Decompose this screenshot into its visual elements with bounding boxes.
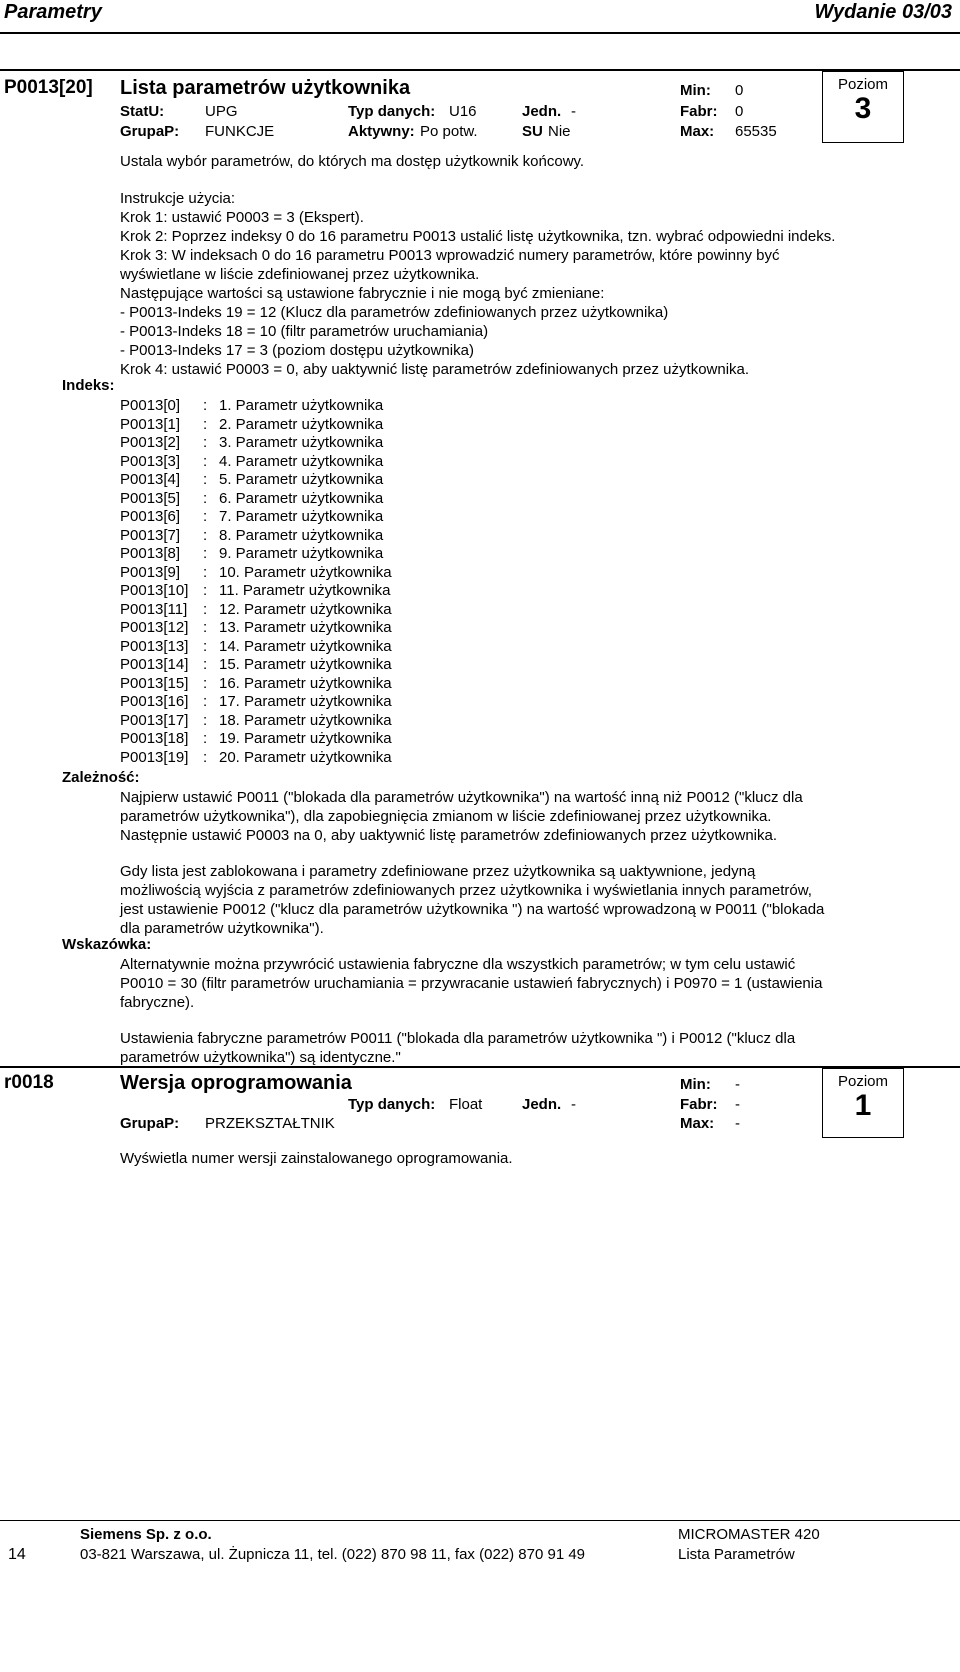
p13-typ-label: Typ danych: <box>348 103 436 120</box>
index-value: 11. Parametr użytkownika <box>219 582 391 599</box>
p13-level-caption: Poziom <box>837 76 889 93</box>
p13-statu-value: UPG <box>205 103 238 120</box>
p13-grupa-value: FUNKCJE <box>205 123 275 140</box>
index-separator: : <box>203 489 208 507</box>
instr-line: Następujące wartości są ustawione fabrycznie i nie mogą być zmieniane: <box>120 285 605 302</box>
r18-description: Wyświetla numer wersji zainstalowanego oprogramowania. <box>120 1150 513 1167</box>
index-separator: : <box>203 471 208 488</box>
instr-line: - P0013-Indeks 19 = 12 (Klucz dla parametrów zdefiniowanych przez użytkownika) <box>120 304 669 321</box>
index-name: P0013[15] <box>120 674 189 692</box>
index-separator: : <box>203 637 208 655</box>
index-name: P0013[3] <box>120 452 181 470</box>
p13-min-value: 0 <box>735 82 744 99</box>
index-separator: : <box>203 434 208 451</box>
index-name: P0013[17] <box>120 711 189 729</box>
footer-page-number: 14 <box>8 1546 26 1563</box>
r18-level-value: 1 <box>854 1089 872 1122</box>
index-value: 1. Parametr użytkownika <box>219 397 384 414</box>
index-name: P0013[13] <box>120 637 189 655</box>
header-left: Parametry <box>4 1 102 23</box>
index-value: 15. Parametr użytkownika <box>219 656 392 673</box>
index-value: 7. Parametr użytkownika <box>219 508 384 525</box>
r18-title: Wersja oprogramowania <box>120 1072 352 1094</box>
index-value: 14. Parametr użytkownika <box>219 637 392 655</box>
r18-min-label: Min: <box>680 1076 711 1093</box>
instr-line: Instrukcje użycia: <box>120 190 236 207</box>
p13-level-box <box>822 71 904 143</box>
index-separator: : <box>203 748 208 766</box>
p13-title: Lista parametrów użytkownika <box>120 77 411 99</box>
text-line: możliwością wyjścia z parametrów zdefiniowanych przez użytkownika i wyświetlania innych parametrów, <box>120 882 812 899</box>
text-line: Następnie ustawić P0003 na 0, aby uaktywnić listę parametrów zdefiniowanych przez użytkownika. <box>120 827 777 844</box>
footer-doc-title: Lista Parametrów <box>678 1546 795 1563</box>
index-value: 19. Parametr użytkownika <box>219 730 392 747</box>
index-separator: : <box>203 656 208 673</box>
p13-typ-value: U16 <box>449 103 477 120</box>
p13-su-label: SU <box>522 123 543 140</box>
instr-line: wyświetlane w liście zdefiniowanej przez użytkownika. <box>120 266 480 283</box>
r18-grupa-label: GrupaP: <box>120 1115 180 1132</box>
text-line: Alternatywnie można przywrócić ustawienia fabryczne dla wszystkich parametrów; w tym celu ustawić <box>120 956 796 973</box>
zaleznosc-paragraph-2 <box>120 862 824 938</box>
p13-description: Ustala wybór parametrów, do których ma dostęp użytkownik końcowy. <box>120 153 585 170</box>
text-line: parametrów użytkownika"), dla zapobiegnięcia zmianom w liście zdefiniowanej przez użytkownika. <box>120 808 772 825</box>
index-value: 6. Parametr użytkownika <box>219 489 384 507</box>
footer-product: MICROMASTER 420 <box>678 1526 820 1543</box>
instr-line: Krok 2: Poprzez indeksy 0 do 16 parametru P0013 ustalić listę użytkownika, tzn. wybrać odpowiedni indeks. <box>120 228 836 245</box>
p13-id: P0013[20] <box>4 77 93 98</box>
p13-max-label: Max: <box>680 123 715 140</box>
text-line: jest ustawienie P0012 ("klucz dla parametrów użytkownika ") na wartość wprowadzoną w P0011 ("blokada <box>120 901 825 918</box>
header-rule <box>0 32 960 34</box>
p13-fabr-label: Fabr: <box>680 103 718 120</box>
index-name: P0013[14] <box>120 656 189 673</box>
indeks-label: Indeks: <box>62 377 115 394</box>
index-name: P0013[5] <box>120 489 181 507</box>
index-value: 12. Parametr użytkownika <box>219 600 392 618</box>
instr-line: - P0013-Indeks 18 = 10 (filtr parametrów uruchamiania) <box>120 323 489 340</box>
instr-line: Krok 4: ustawić P0003 = 0, aby uaktywnić listę parametrów zdefiniowanych przez użytkownika. <box>120 361 750 378</box>
p13-aktywny-value: Po potw. <box>420 123 478 140</box>
index-separator: : <box>203 397 208 414</box>
index-value: 13. Parametr użytkownika <box>219 619 392 636</box>
p13-top-rule <box>0 69 960 71</box>
index-name: P0013[2] <box>120 434 181 451</box>
r18-typ-label: Typ danych: <box>348 1096 436 1113</box>
index-name: P0013[8] <box>120 545 181 562</box>
index-name: P0013[12] <box>120 619 189 636</box>
r18-id: r0018 <box>4 1072 54 1093</box>
r18-fabr-label: Fabr: <box>680 1096 718 1113</box>
header-right: Wydanie 03/03 <box>814 1 952 23</box>
r18-grupa-value: PRZEKSZTAŁTNIK <box>205 1115 335 1132</box>
footer-rule <box>0 1520 960 1521</box>
index-name: P0013[4] <box>120 471 181 488</box>
r18-fabr-value: - <box>735 1096 740 1113</box>
r18-top-rule <box>0 1066 960 1068</box>
index-separator: : <box>203 563 208 581</box>
index-name: P0013[9] <box>120 563 181 581</box>
index-value: 16. Parametr użytkownika <box>219 674 392 692</box>
index-name: P0013[10] <box>120 582 189 599</box>
r18-level-caption: Poziom <box>837 1073 889 1090</box>
p13-grupa-label: GrupaP: <box>120 123 180 140</box>
index-value: 20. Parametr użytkownika <box>219 748 392 766</box>
text-line: Ustawienia fabryczne parametrów P0011 ("blokada dla parametrów użytkownika ") i P0012 ("klucz dla <box>120 1030 796 1047</box>
p13-jedn-value: - <box>571 103 576 120</box>
p13-su-value: Nie <box>548 123 571 140</box>
r18-typ-value: Float <box>449 1096 483 1113</box>
index-value: 10. Parametr użytkownika <box>219 563 392 581</box>
index-separator: : <box>203 545 208 562</box>
r18-jedn-label: Jedn. <box>522 1096 562 1113</box>
footer-address: 03-821 Warszawa, ul. Żupnicza 11, tel. (022) 870 98 11, fax (022) 870 91 49 <box>80 1546 586 1563</box>
text-line: parametrów użytkownika") są identyczne." <box>120 1049 401 1066</box>
index-separator: : <box>203 674 208 692</box>
index-value: 8. Parametr użytkownika <box>219 526 384 544</box>
text-line: Gdy lista jest zablokowana i parametry zdefiniowane przez użytkownika są uaktywnione, jedyną <box>120 863 756 880</box>
instr-line: - P0013-Indeks 17 = 3 (poziom dostępu użytkownika) <box>120 342 474 359</box>
index-separator: : <box>203 711 208 729</box>
text-line: Najpierw ustawić P0011 ("blokada dla parametrów użytkownika") na wartość inną niż P0012 ("klucz dla <box>120 789 803 806</box>
instr-line: Krok 1: ustawić P0003 = 3 (Ekspert). <box>120 209 364 226</box>
index-name: P0013[19] <box>120 748 189 766</box>
p13-statu-label: StatU: <box>120 103 165 120</box>
p13-level-value: 3 <box>854 92 872 125</box>
r18-jedn-value: - <box>571 1096 576 1113</box>
p13-max-value: 65535 <box>735 123 777 140</box>
p13-fabr-value: 0 <box>735 103 744 120</box>
index-name: P0013[6] <box>120 508 181 525</box>
index-name: P0013[0] <box>120 397 181 414</box>
index-separator: : <box>203 619 208 636</box>
wskazowka-label: Wskazówka: <box>62 936 152 953</box>
index-separator: : <box>203 415 208 433</box>
p13-aktywny-label: Aktywny: <box>348 123 415 140</box>
r18-level-box <box>822 1068 904 1138</box>
p13-jedn-label: Jedn. <box>522 103 562 120</box>
wskazowka-paragraph-2 <box>120 1029 795 1067</box>
index-name: P0013[11] <box>120 600 188 618</box>
r18-max-value: - <box>735 1115 740 1132</box>
index-separator: : <box>203 452 208 470</box>
instr-line: Krok 3: W indeksach 0 do 16 parametru P0013 wprowadzić numery parametrów, które powinny być <box>120 247 780 264</box>
index-separator: : <box>203 730 208 747</box>
zaleznosc-label: Zależność: <box>62 769 140 786</box>
p13-instructions <box>120 189 835 379</box>
index-name: P0013[18] <box>120 730 189 747</box>
index-value: 3. Parametr użytkownika <box>219 434 384 451</box>
index-value: 18. Parametr użytkownika <box>219 711 392 729</box>
zaleznosc-paragraph-1 <box>120 788 803 845</box>
index-separator: : <box>203 600 208 618</box>
p13-min-label: Min: <box>680 82 711 99</box>
index-value: 5. Parametr użytkownika <box>219 471 384 488</box>
index-name: P0013[16] <box>120 693 189 710</box>
wskazowka-paragraph-1 <box>120 955 822 1012</box>
index-name: P0013[1] <box>120 415 181 433</box>
index-separator: : <box>203 693 208 710</box>
index-name: P0013[7] <box>120 526 181 544</box>
index-separator: : <box>203 508 208 525</box>
index-value: 17. Parametr użytkownika <box>219 693 392 710</box>
index-value: 4. Parametr użytkownika <box>219 452 384 470</box>
index-separator: : <box>203 582 208 599</box>
index-separator: : <box>203 526 208 544</box>
r18-min-value: - <box>735 1076 740 1093</box>
index-value: 2. Parametr użytkownika <box>219 415 384 433</box>
text-line: dla parametrów użytkownika"). <box>120 920 324 937</box>
index-value: 9. Parametr użytkownika <box>219 545 384 562</box>
text-line: fabryczne). <box>120 994 195 1011</box>
footer-company: Siemens Sp. z o.o. <box>80 1526 212 1543</box>
text-line: P0010 = 30 (filtr parametrów uruchamiania = przywracanie ustawień fabrycznych) i P0970 = 1 (ustawienia <box>120 975 823 992</box>
r18-max-label: Max: <box>680 1115 715 1132</box>
